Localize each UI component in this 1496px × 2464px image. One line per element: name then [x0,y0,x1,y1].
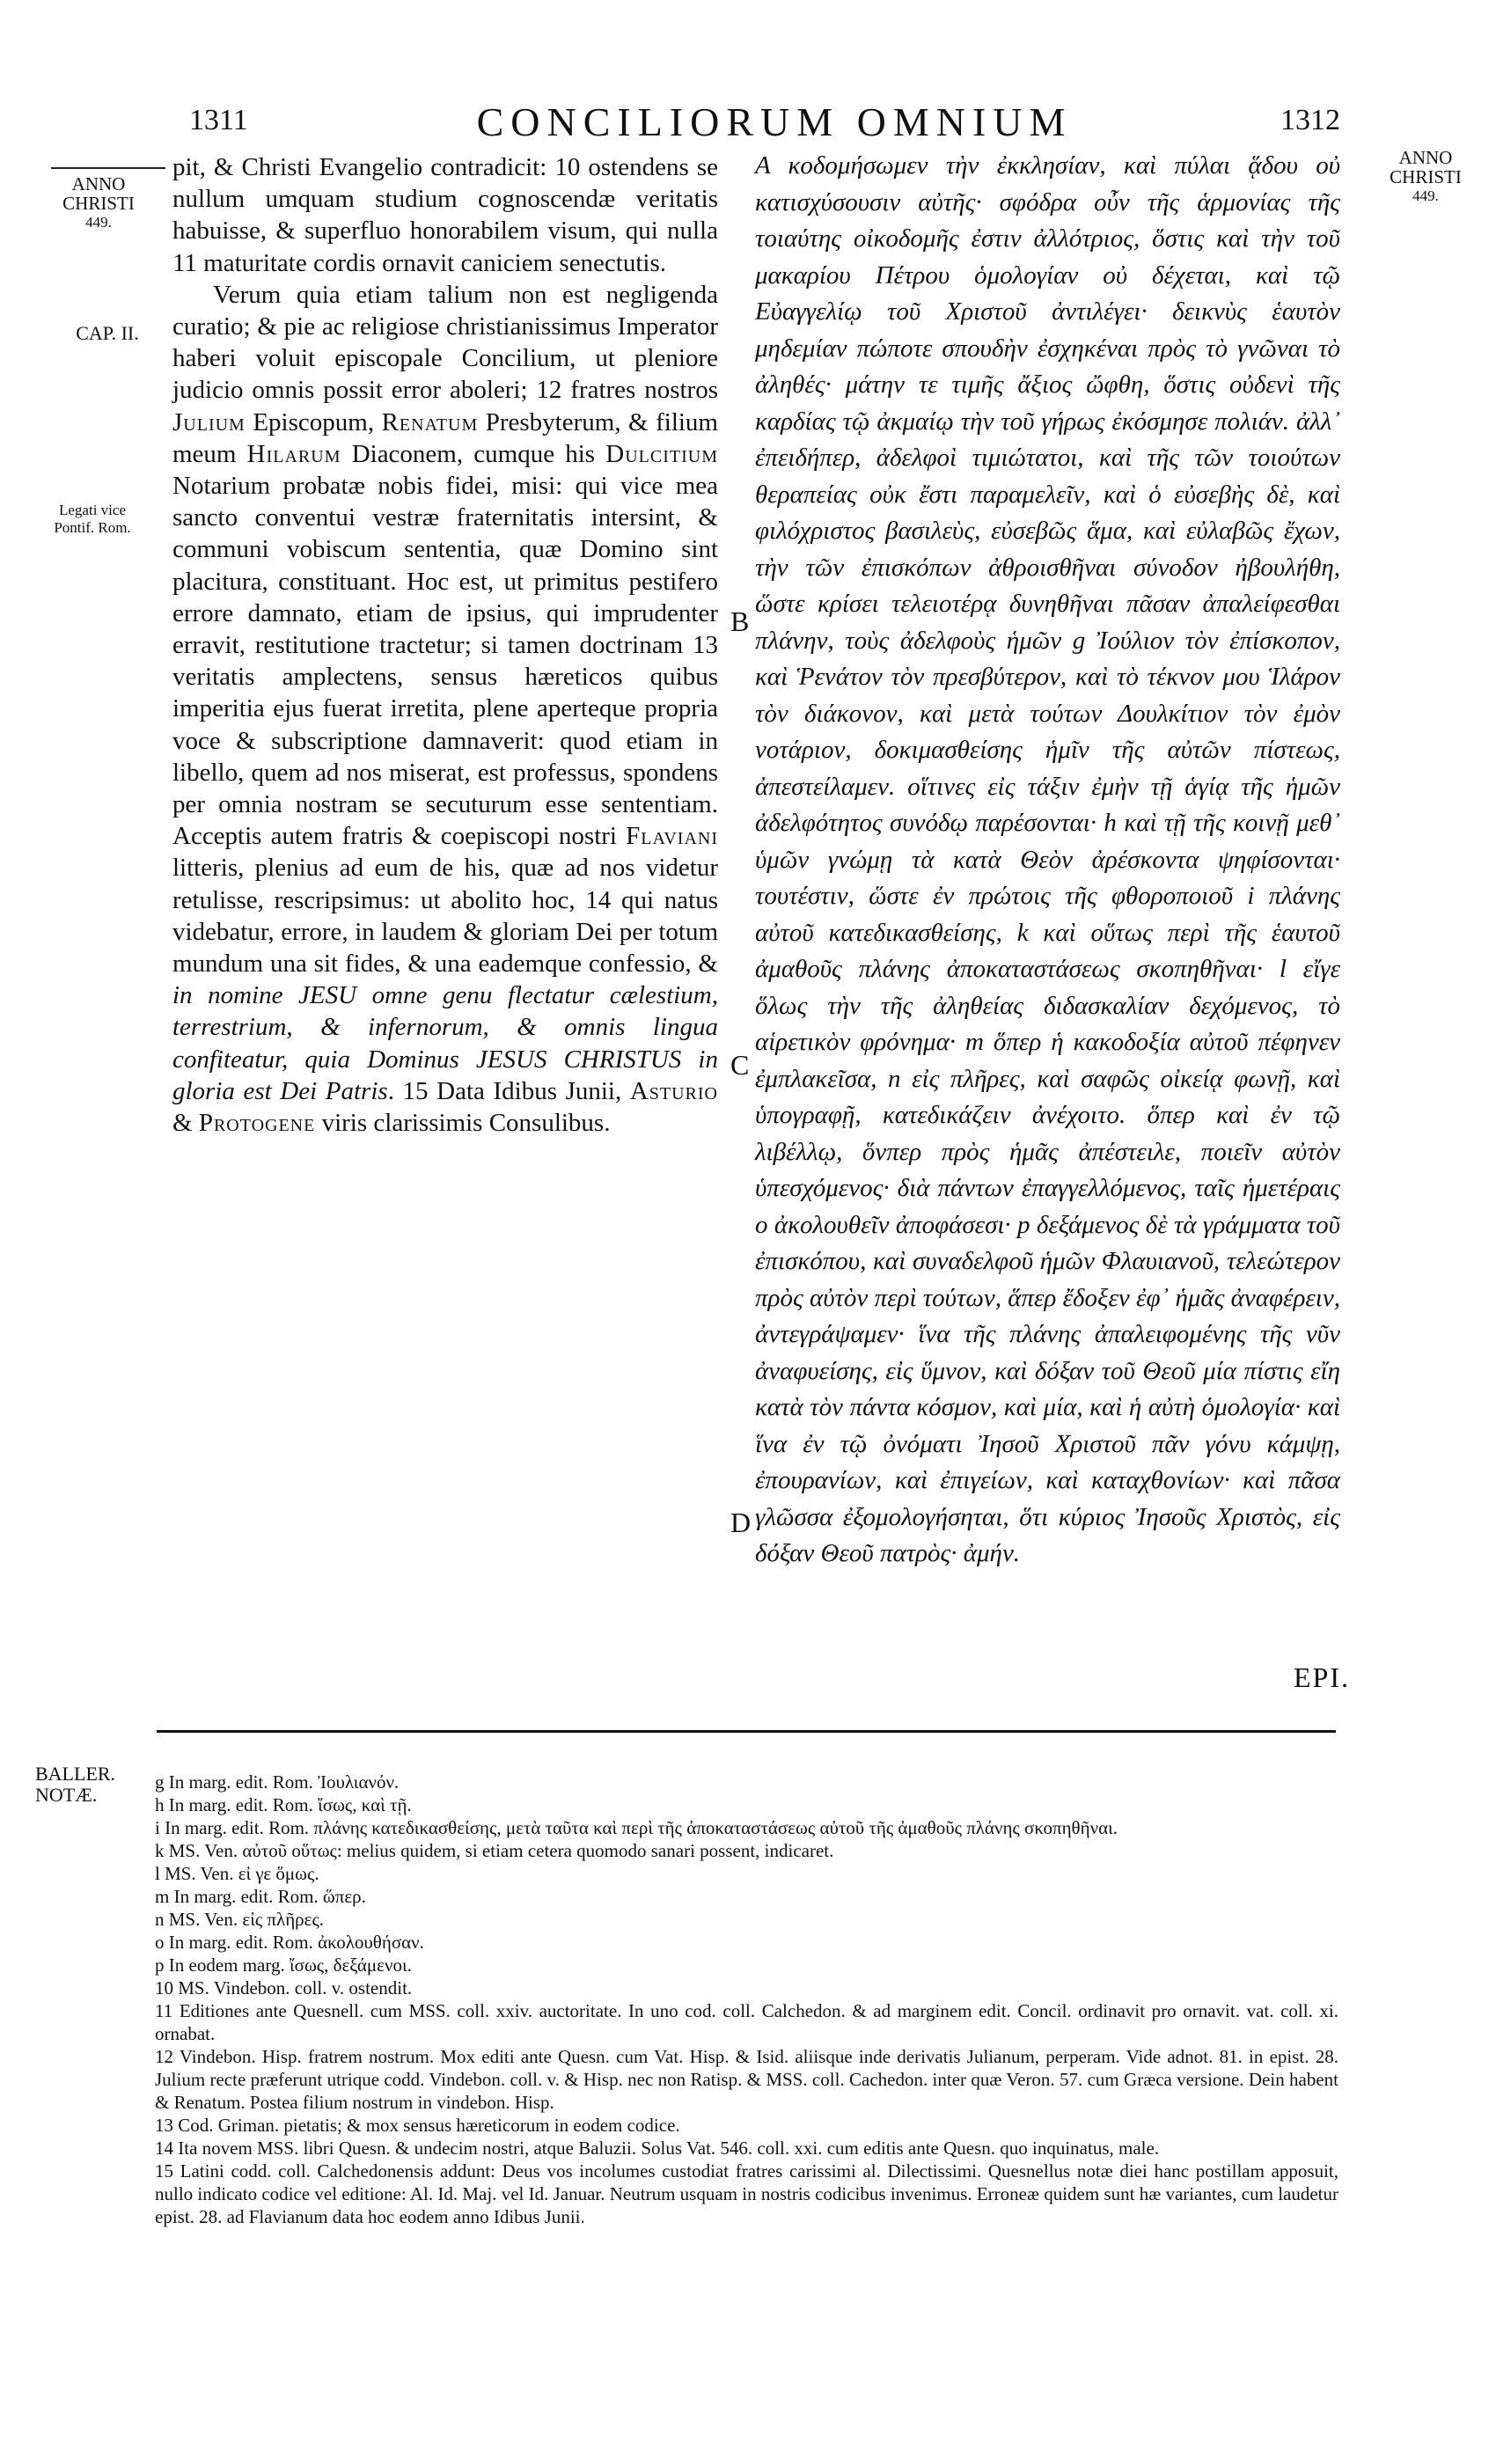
latin-paragraph-2 [172,279,718,1139]
year-label: 449. [85,214,112,231]
legati-line-1: Legati vice [59,502,126,518]
margin-year-left [46,174,151,232]
notes-label-line-2: NOTÆ. [35,1784,98,1806]
footnote: i In marg. edit. Rom. πλάνης κατεδικασθείσης, μετὰ ταῦτα καὶ περὶ τῆς ἀποκαταστάσεως αὐτοῦ τῆς ἀμαθοῦς πλάνης σκοπηθῆναι. [155,1817,1118,1838]
name-renatum: Renatum [381,407,479,436]
footnote: 13 Cod. Griman. pietatis; & mox sensus hæreticorum in eodem codice. [155,2115,680,2136]
greek-text: A κοδομήσωμεν τὴν ἐκκλησίαν, καὶ πύλαι ᾅδου οὐ κατισχύσουσιν αὐτῆς· σφόδρα οὖν τῆς ἁρμονίας τῆς τοιαύτης οἰκοδομῆς ἐστιν ἀλλότριος, ὅστις καὶ τὴν τοῦ μακαρίου Πέτρου ὁμολογίαν οὐ δέχεται, καὶ τῷ Εὐαγγελίῳ τοῦ Χριστοῦ ἀντιλέγει· δεικνὺς ἑαυτὸν μηδεμίαν πώποτε σπουδὴν ἐσχηκέναι πρὸς τὸ γνῶναι τὸ ἀληθές· μάτην τε τιμῆς ἄξιος ὤφθη, ὅστις οὐδενὶ τῆς καρδίας τῷ ἀκμαίῳ τὴν τοῦ γήρως ἐκόσμησε πολιάν. ἀλλ᾽ ἐπειδήπερ, ἀδελφοὶ τιμιώτατοι, καὶ τῆς τῶν τοιούτων θεραπείας οὐκ ἔστι παραμελεῖν, καὶ ὁ εὐσεβὴς δὲ, καὶ φιλόχριστος βασιλεὺς, εὐσεβῶς ἅμα, καὶ εὐλαβῶς ἔχων, τὴν τῶν ἐπισκόπων ἀθροισθῆναι σύνοδον ἠβουλήθη, ὥστε κρίσει τελειοτέρᾳ δυνηθῆναι πᾶσαν ἀπαλείφεσθαι πλάνην, τοὺς ἀδελφοὺς ἡμῶν g Ἰούλιον τὸν ἐπίσκοπον, καὶ Ῥενάτον τὸν πρεσβύτερον, καὶ τὸ τέκνον μου Ἱλάρον τὸν διάκονον, καὶ μετὰ τούτων Δουλκίτιον τὸν ἐμὸν νοτάριον, δοκιμασθείσης ἡμῖν τῆς αὐτῶν πίστεως, ἀπεστείλαμεν. οἵτινες εἰς τάξιν ἐμὴν τῇ ἁγίᾳ τῆς ἡμῶν ἀδελφότητος συνόδῳ παρέσονται· h καὶ τῇ τῆς κοινῇ μεθ᾽ ὑμῶν γνώμῃ τὰ κατὰ Θεὸν ἀρέσκοντα ψηφίσονται· τουτέστιν, ὥστε ἐν πρώτοις τῆς φθοροποιοῦ i πλάνης αὐτοῦ κατεδικασθείσης, k καὶ οὕτως περὶ τῆς ἑαυτοῦ ἀμαθοῦς πλάνης ἀποκαταστάσεως σκοπηθῆναι· l εἴγε ὅλως τὴν τῆς ἀληθείας διδασκαλίαν δεχόμενος, τὸ αἱρετικὸν φρόνημα· m ὅπερ ἡ κακοδοξία αὐτοῦ πέφηνεν ἐμπλακεῖσα, n εἰς πλῆρες, καὶ σαφῶς οἰκείᾳ φωνῇ, καὶ ὑπογραφῇ, κατεδικάζειν ἀνέχοιτο. ὅπερ καὶ ἐν τῷ λιβέλλῳ, ὅνπερ πρὸς ἡμᾶς ἀπέστειλε, ποιεῖν αὐτὸν ὑπεσχόμενος· διὰ πάντων ἐπαγγελλόμενος, ταῖς ἡμετέραις o ἀκολουθεῖν ἀποφάσεσι· p δεξάμενος δὲ τὰ γράμματα τοῦ ἐπισκόπου, καὶ συναδελφοῦ ἡμῶν Φλαυιανοῦ, τελεώτερον πρὸς αὐτὸν περὶ τούτων, ἅπερ ἔδοξεν ἐφ᾽ ἡμᾶς ἀναφέρειν, ἀντεγράψαμεν· ἵνα τῆς πλάνης ἀπαλειφομένης τῆς νῦν ἀναφυείσης, εἰς ὕμνον, καὶ δόξαν τοῦ Θεοῦ μία πίστις εἴη κατὰ τὸν πάντα κόσμον, καὶ μία, καὶ ἡ αὐτὴ ὁμολογία· καὶ ἵνα ἐν τῷ ὀνόματι Ἰησοῦ Χριστοῦ πᾶν γόνυ κάμψῃ, ἐπουρανίων, καὶ ἐπιγείων, καὶ καταχθονίων· καὶ πᾶσα γλῶσσα ἐξομολογήσηται, ὅτι κύριος Ἰησοῦς Χριστὸς, εἰς δόξαν Θεοῦ πατρὸς· ἀμήν. [755,151,1340,1567]
chapter-label: CAP. II. [76,322,139,344]
footnote: k MS. Ven. αὐτοῦ οὕτως: melius quidem, si etiam cetera quomodo sanari possent, indicaret. [155,1840,834,1861]
footnote: l MS. Ven. εἰ γε ὅμως. [155,1863,319,1884]
footnote: h In marg. edit. Rom. ἴσως, καὶ τῇ. [155,1794,412,1815]
name-asturio: Asturio [629,1076,718,1105]
name-protogene: Protogene [198,1109,316,1138]
christi-label: CHRISTI [62,193,135,214]
footnote: m In marg. edit. Rom. ὥπερ. [155,1886,366,1907]
year-label: 449. [1412,187,1439,204]
footnote: 11 Editiones ante Quesnell. cum MSS. coll. xxiv. auctoritate. In uno cod. coll. Calchedon. & ad marginem edit. Concil. ordinavit pro ornavit. vat. coll. xi. ornabat. [155,2000,1338,2044]
margin-rule [51,167,165,169]
latin-text: litteris, plenius ad eum de his, quæ ad nos videtur retulisse, rescripsimus: ut abolito hoc, 14 qui natus videbatur, errore, in laudem & gloriam Dei per totum mundum una sit fides, & una eademque confessio, & [172,854,718,979]
page-number-right: 1312 [1280,104,1340,136]
page-number-left: 1311 [189,104,248,136]
legati-line-2: Pontif. Rom. [54,519,131,536]
name-flaviani: Flaviani [626,822,718,851]
footnote: 12 Vindebon. Hisp. fratrem nostrum. Mox editi ante Quesn. cum Vat. Hisp. & Isid. aliisque inde derivatis Julianum, perperam. Vide adnot. 81. in epist. 28. Julium recte præferunt utrique codd. Vindebon. coll. v. & Hisp. nec non Ratisp. & MSS. coll. Cachedon. inter quæ Veron. 57. cum Græca versione. Dein habent & Renatum. Postea filium nostrum in vindebon. Hisp. [155,2046,1338,2113]
section-marker-b: B [730,605,750,637]
footnote: 14 Ita novem MSS. libri Quesn. & undecim nostri, atque Baluzii. Solus Vat. 546. coll. xxi. cum editis ante Quesn. quo inquinatus, male. [155,2138,1160,2159]
catchword: EPI. [1294,1661,1350,1693]
footnotes [155,1771,1338,2228]
scripture-quote: in nomine JESU omne genu flectatur cælestium, terrestrium, & infernorum, & omnis lingua confiteatur, quia Dominus JESUS CHRISTUS in gloria est Dei Patris [172,981,718,1105]
latin-text: Episcopum, [245,407,382,436]
latin-column [172,151,718,1139]
footnote: g In marg. edit. Rom. Ἰουλιανόν. [155,1771,400,1793]
latin-text: Verum quia etiam talium non est negligenda curatio; & pie ac religiose christianissimus Imperator haberi voluit episcopale Concilium, ut pleniore judicio omnis possit error aboleri; 12 fratres nostros [172,280,718,405]
margin-year-right [1373,148,1478,206]
section-marker-d: D [730,1507,752,1538]
name-julium: Julium [172,407,246,436]
anno-label: ANNO [71,173,126,194]
notes-divider [157,1730,1336,1733]
name-dulcitium: Dulcitium [605,439,718,468]
latin-text: Notarium probatæ nobis fidei, misi: qui vice mea sancto conventui vestræ fraternitatis intersint, & communi vobiscum sententia, quæ Domino sint placitura, constituant. Hoc est, ut primitus pestifero errore damnato, etiam de ipsius, qui imprudenter erravit, restitutione tractetur; si tamen doctrinam 13 veritatis amplectens, sensus hæreticos quibus imperitia ejus fuerat irretita, plene aperteque propria voce & subscriptione damnaverit: quod etiam in libello, quem ad nos miserat, est professus, spondens per omnia nostram se secuturum esse sententiam. Acceptis autem fratris & coepiscopi nostri [172,472,718,851]
notes-label [35,1764,115,1806]
footnote: 10 MS. Vindebon. coll. v. ostendit. [155,1977,413,1998]
section-marker-c: C [730,1049,750,1081]
footnote: p In eodem marg. ἴσως, δεξάμενοι. [155,1954,412,1976]
latin-text: Diaconem, cumque his [341,439,606,468]
latin-text: Presbyterum, & filium meum [172,407,718,468]
running-title: CONCILIORUM OMNIUM [476,99,1073,144]
name-hilarum: Hilarum [246,439,341,468]
anno-label: ANNO [1398,147,1453,168]
latin-text: & [172,1109,199,1138]
latin-text: . 15 Data Idibus Junii, [387,1076,630,1105]
notes-label-line-1: BALLER. [35,1763,116,1785]
footnote: o In marg. edit. Rom. ἀκολουθήσαν. [155,1932,424,1953]
margin-note-legati [35,502,150,537]
latin-text: viris clarissimis Consulibus. [315,1109,611,1138]
footnote: 15 Latini codd. coll. Calchedonensis addunt: Deus vos incolumes custodiat fratres carissimi al. Dilectissimi. Quesnellus notæ diei hanc postillam apposuit, nullo indicato codice vel editione: Al. Id. Maj. vel Id. Januar. Neutrum usquam in nostris codicibus invenimus. Erroneæ quidem sunt hæ variantes, cum laudetur epist. 28. ad Flavianum data hoc eodem anno Idibus Junii. [155,2160,1338,2227]
christi-label: CHRISTI [1390,166,1462,187]
greek-column [755,148,1340,1573]
footnote: n MS. Ven. εἰς πλῆρες. [155,1909,325,1930]
latin-paragraph-1: pit, & Christi Evangelio contradicit: 10 ostendens se nullum umquam studium cognoscendæ veritatis habuisse, & superfluo honorabilem visum, qui nulla 11 maturitate cordis ornavit caniciem senectutis. [172,153,718,277]
